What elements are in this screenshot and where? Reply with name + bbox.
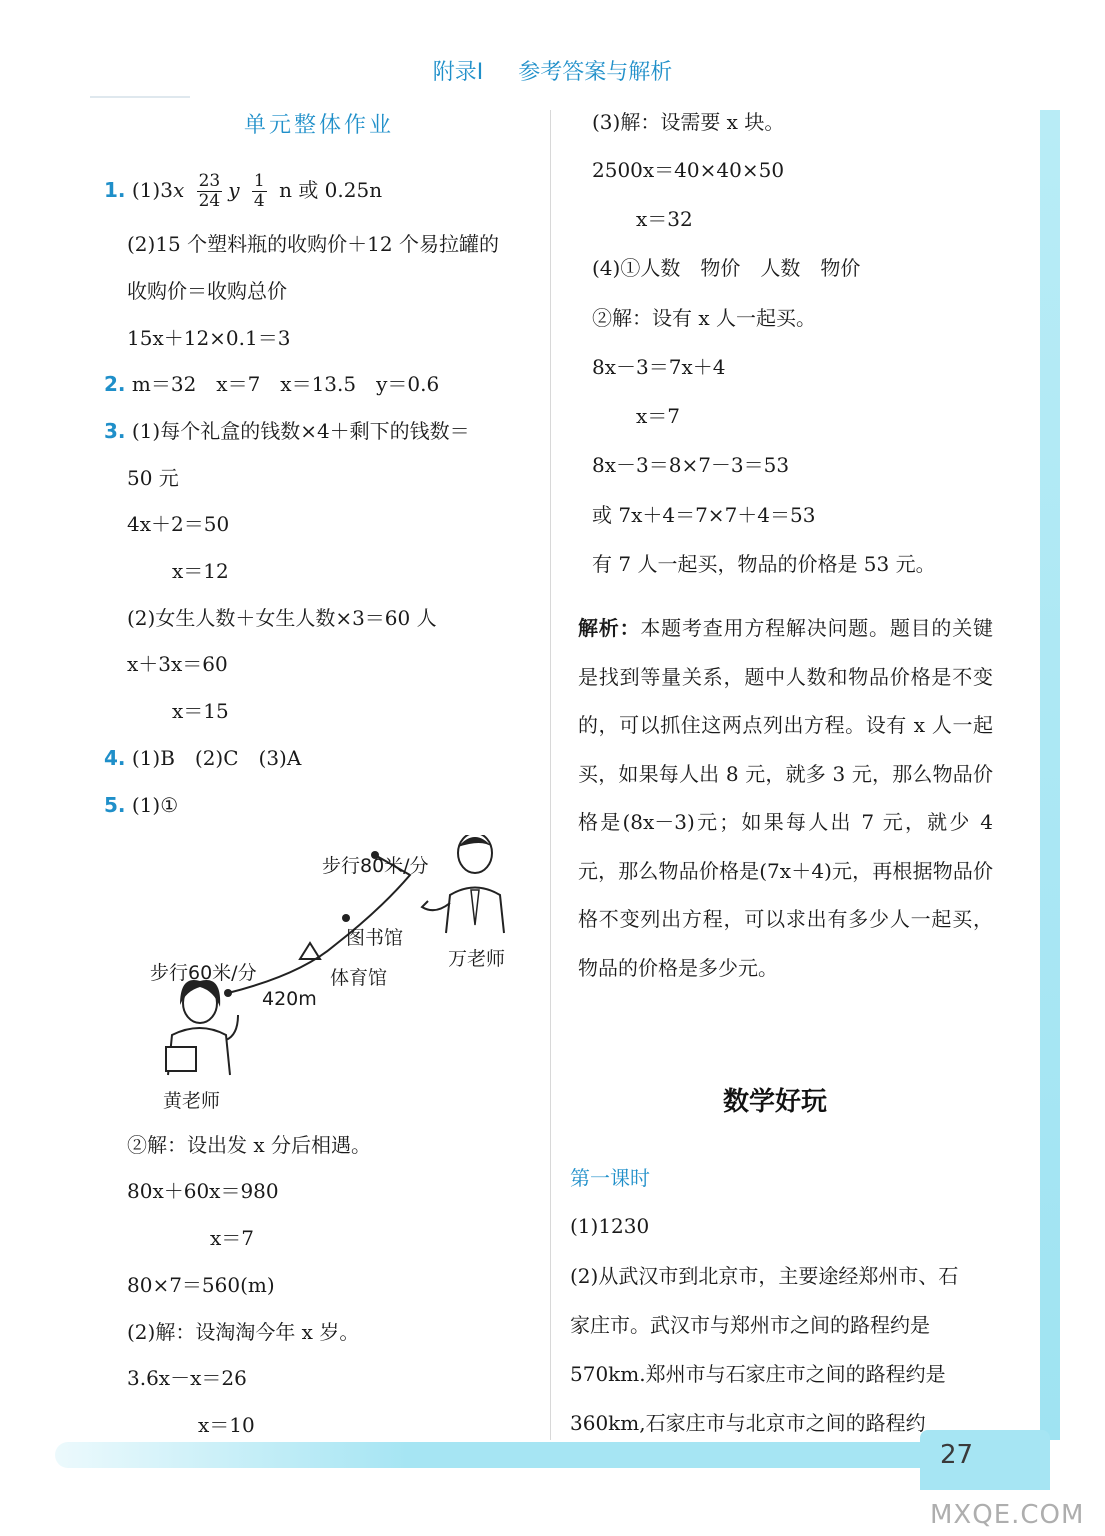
q3-line6: x＋3x＝60 (127, 652, 228, 676)
column-divider (550, 110, 551, 1440)
page-header (0, 55, 1105, 86)
page-number: 27 (940, 1440, 974, 1470)
label-gym: 体育馆 (330, 967, 388, 989)
right-line-5: 8x－3＝7x＋4 (592, 355, 726, 379)
q2-text: m＝32 x＝7 x＝13.5 y＝0.6 (131, 372, 440, 396)
q5-line6: (2)解：设淘淘今年 x 岁。 (127, 1320, 360, 1344)
teacher-wan-figure (422, 835, 504, 933)
q5-line7: 3.6x－x＝26 (127, 1366, 247, 1390)
lesson-line-1: (2)从武汉市到北京市，主要途经郑州市、石 (570, 1264, 959, 1288)
q3-line1 (104, 417, 470, 445)
lesson-line-3: 570km.郑州市与石家庄市之间的路程约是 (570, 1362, 946, 1386)
fraction-1-4: $\frac{1}{4}$ (253, 171, 265, 211)
q5-line4: x＝7 (210, 1226, 255, 1250)
label-distance: 420m (262, 988, 317, 1010)
q3-l1: (1)每个礼盒的钱数×4＋剩下的钱数＝ (131, 419, 470, 443)
q3-line3: 4x＋2＝50 (127, 512, 230, 536)
q3-line2: 50 元 (127, 466, 179, 490)
q1-number: 1. (104, 178, 126, 202)
lesson-line-4: 360km,石家庄市与北京市之间的路程约 (570, 1411, 926, 1435)
right-line-2: x＝32 (636, 207, 693, 231)
lesson-title: 第一课时 (570, 1166, 650, 1190)
q4-text: (1)B (2)C (3)A (131, 746, 302, 770)
bottom-edge-band (55, 1442, 935, 1468)
q1-part2-line3: 15x＋12×0.1＝3 (127, 326, 291, 350)
library-point (342, 914, 350, 922)
label-library: 图书馆 (346, 927, 404, 949)
q4-line (104, 744, 301, 772)
q3-line5: (2)女生人数＋女生人数×3＝60 人 (127, 606, 437, 630)
label-teacher-wan: 万老师 (448, 948, 506, 970)
right-line-6: x＝7 (636, 404, 681, 428)
right-edge-band (1040, 110, 1060, 1440)
q1-part2-line2: 收购价＝收购总价 (127, 279, 287, 303)
header-title: 参考答案与解析 (518, 60, 673, 85)
q5-line1 (104, 791, 178, 819)
analysis-paragraph (578, 604, 993, 992)
right-line-7: 8x－3＝8×7－3＝53 (592, 453, 790, 477)
section-title-math-fun: 数学好玩 (723, 1087, 828, 1117)
q5-line8: x＝10 (198, 1413, 255, 1437)
q1-part1-a: (1)3 (131, 178, 173, 202)
q2-line (104, 370, 439, 398)
q3-number: 3. (104, 419, 126, 443)
q5-line2: ②解：设出发 x 分后相遇。 (127, 1133, 371, 1157)
section-title-unit: 单元整体作业 (244, 113, 395, 138)
gym-flag-icon (300, 943, 320, 959)
q5-number: 5. (104, 793, 126, 817)
right-line-3: (4)①人数 物价 人数 物价 (592, 256, 861, 280)
q4-number: 4. (104, 746, 126, 770)
label-speed-left: 步行60米/分 (150, 962, 257, 984)
right-line-9: 有 7 人一起买，物品的价格是 53 元。 (592, 552, 936, 576)
right-line-4: ②解：设有 x 人一起买。 (592, 306, 816, 330)
right-line-0: (3)解：设需要 x 块。 (592, 110, 785, 134)
q2-number: 2. (104, 372, 126, 396)
label-teacher-huang: 黄老师 (163, 1090, 221, 1112)
q1-line1: 1. (1)3x $\frac{23}{24}$ y $\frac{1}{4}$ n 或 0.25n (104, 171, 383, 211)
q3-line7: x＝15 (172, 699, 229, 723)
right-line-8: 或 7x＋4＝7×7＋4＝53 (592, 503, 816, 527)
lesson-line-2: 家庄市。武汉市与郑州市之间的路程约是 (570, 1313, 930, 1337)
q3-line4: x＝12 (172, 559, 229, 583)
lesson-line-0: (1)1230 (570, 1214, 650, 1238)
analysis-text: 本题考查用方程解决问题。题目的关键是找到等量关系，题中人数和物品价格是不变的，可以抓住这两点列出方程。设有 x 人一起买，如果每人出 8 元，就多 3 元，那么物品价格是(8x－3)元；如果每人出 7 元，就少 4 元，那么物品价格是(7x＋4)元，再根据物品价格不变列出方程，可以求出有多少人一起买，物品的价格是多少元。 (578, 616, 994, 980)
header-appendix: 附录Ⅰ (432, 60, 484, 85)
q1-part1-end: n 或 0.25n (279, 178, 383, 202)
label-speed-top: 步行80米/分 (322, 855, 429, 877)
start-point-huang (224, 989, 232, 997)
q5-line3: 80x＋60x＝980 (127, 1179, 279, 1203)
analysis-label: 解析： (578, 616, 641, 640)
right-line-1: 2500x＝40×40×50 (592, 158, 785, 182)
q5-line5: 80×7＝560(m) (127, 1273, 275, 1297)
watermark: MXQE.COM (930, 1500, 1085, 1530)
header-rule (90, 96, 190, 98)
fraction-23-24: $\frac{23}{24}$ (198, 171, 221, 211)
q5-l1: (1)① (131, 793, 179, 817)
q1-part2-line1: (2)15 个塑料瓶的收购价＋12 个易拉罐的 (127, 232, 499, 256)
